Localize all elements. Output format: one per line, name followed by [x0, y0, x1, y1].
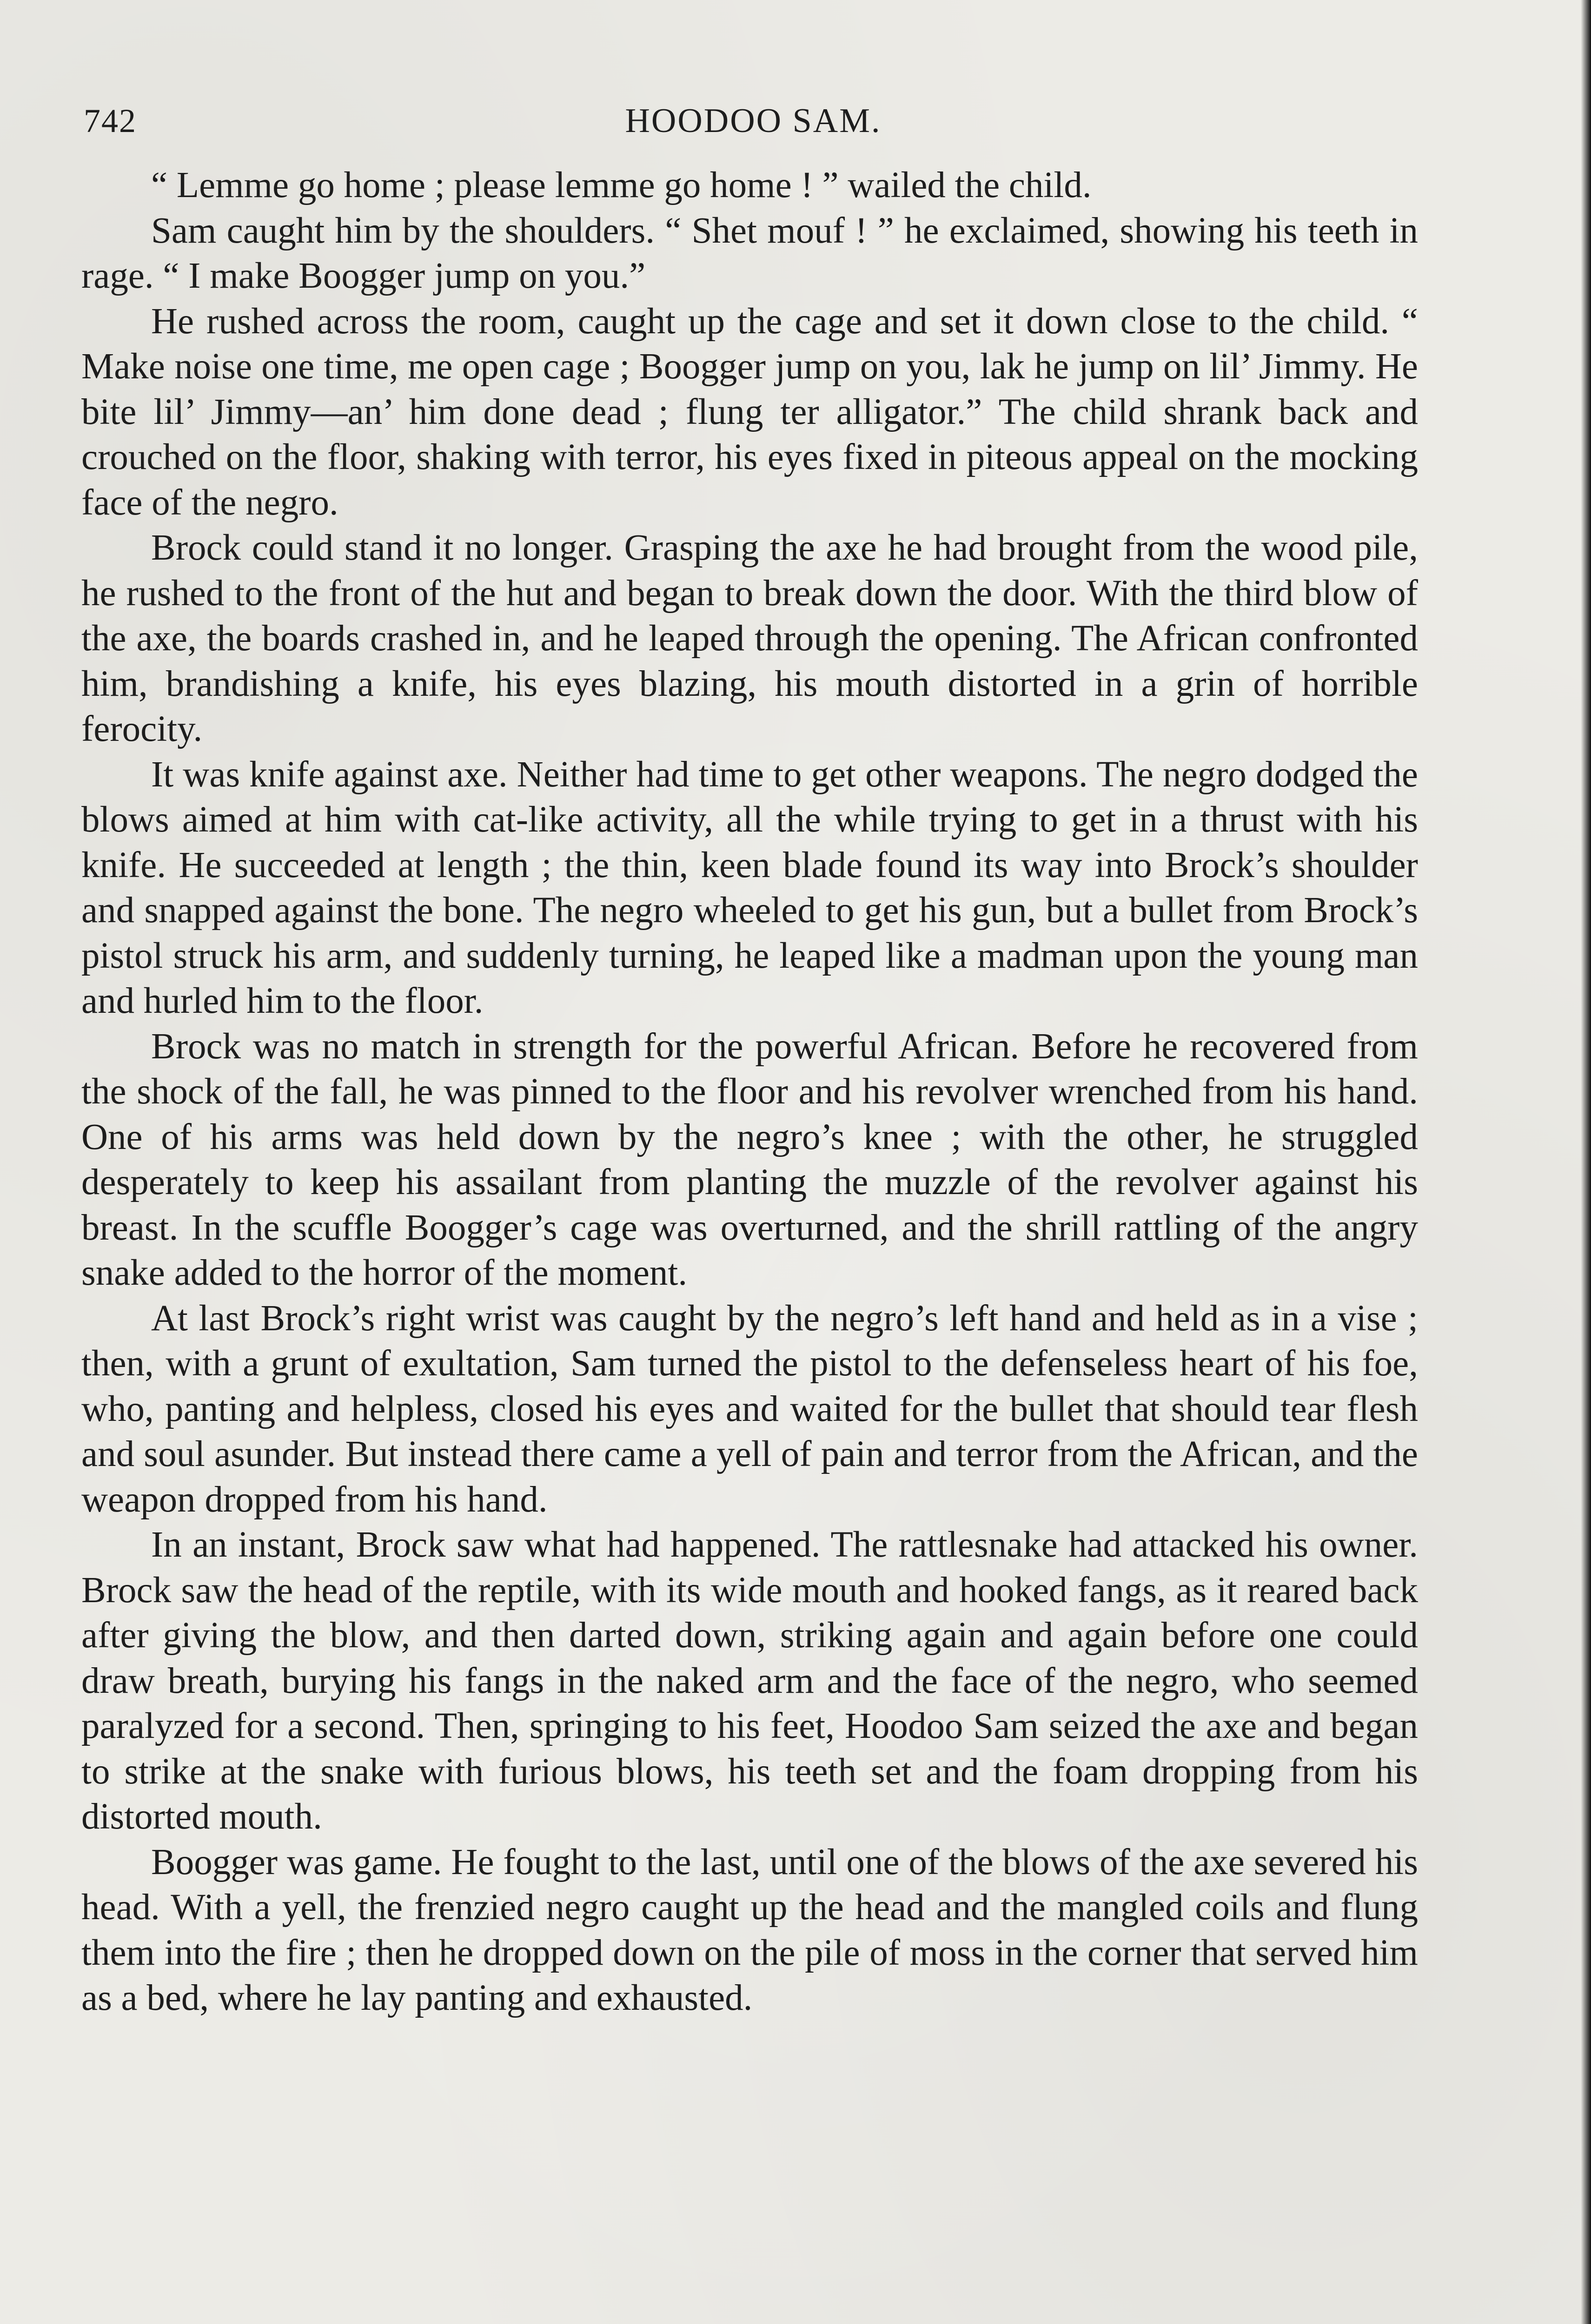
paragraph-8: In an instant, Brock saw what had happened. The rattlesnake had attacked his owner. Brock saw the head of the reptile, with its wide mouth and hooked fangs, as it reared back after giving the blow, and then darted down, striking again and again before one could draw breath, burying his fangs in the naked arm and the face of the negro, who seemed paralyzed for a second. Then, springing to his feet, Hoodoo Sam seized the axe and began to strike at the snake with furious blows, his teeth set and the foam dropping from his distorted mouth.: [81, 1525, 1418, 1837]
body-text: [81, 163, 1418, 2021]
paragraph-4: Brock could stand it no longer. Grasping the axe he had brought from the wood pile, he rushed to the front of the hut and began to break down the door. With the third blow of the axe, the boards crashed in, and he leaped through the opening. The African confronted him, brandishing a knife, his eyes blazing, his mouth distorted in a grin of horrible ferocity.: [81, 528, 1418, 749]
page-number: 742: [84, 102, 137, 139]
paragraph-2: Sam caught him by the shoulders. “ Shet mouf ! ” he exclaimed, showing his teeth in rage. “ I make Boogger jump on you.”: [81, 210, 1418, 296]
running-head: [84, 95, 1423, 146]
paragraph-9: Boogger was game. He fought to the last, until one of the blows of the axe severed his head. With a yell, the frenzied negro caught up the head and the mangled coils and flung them into the fire ; then he dropped down on the pile of moss in the corner that served him as a bed, where he lay panting and exhausted.: [81, 1842, 1418, 2018]
paragraph-6: Brock was no match in strength for the powerful African. Before he recovered from the shock of the fall, he was pinned to the floor and his revolver wrenched from his hand. One of his arms was held down by the negro’s knee ; with the other, he struggled desperately to keep his assailant from planting the muzzle of the revolver against his breast. In the scuffle Boogger’s cage was overturned, and the shrill rattling of the angry snake added to the horror of the moment.: [81, 1026, 1418, 1293]
paragraph-5: It was knife against axe. Neither had time to get other weapons. The negro dodged the blows aimed at him with cat-like activity, all the while trying to get in a thrust with his knife. He succeeded at length ; the thin, keen blade found its way into Brock’s shoulder and snapped against the bone. The negro wheeled to get his gun, but a bullet from Brock’s pistol struck his arm, and suddenly turning, he leaped like a madman upon the young man and hurled him to the floor.: [81, 754, 1418, 1021]
running-title: HOODOO SAM.: [625, 102, 882, 140]
paragraph-1: “ Lemme go home ; please lemme go home ! ” wailed the child.: [151, 165, 1092, 205]
paragraph-3: He rushed across the room, caught up the cage and set it down close to the child. “ Make noise one time, me open cage ; Boogger jump on you, lak he jump on lil’ Jimmy. He bite lil’ Jimmy—an’ him done dead ; flung ter alligator.” The child shrank back and crouched on the floor, shaking with terror, his eyes fixed in piteous appeal on the mocking face of the negro.: [81, 301, 1418, 523]
paragraph-7: At last Brock’s right wrist was caught by the negro’s left hand and held as in a vise ; then, with a grunt of exultation, Sam turned the pistol to the defenseless heart of his foe, who, panting and helpless, closed his eyes and waited for the bullet that should tear flesh and soul asunder. But instead there came a yell of pain and terror from the African, and the weapon dropped from his hand.: [81, 1298, 1418, 1520]
